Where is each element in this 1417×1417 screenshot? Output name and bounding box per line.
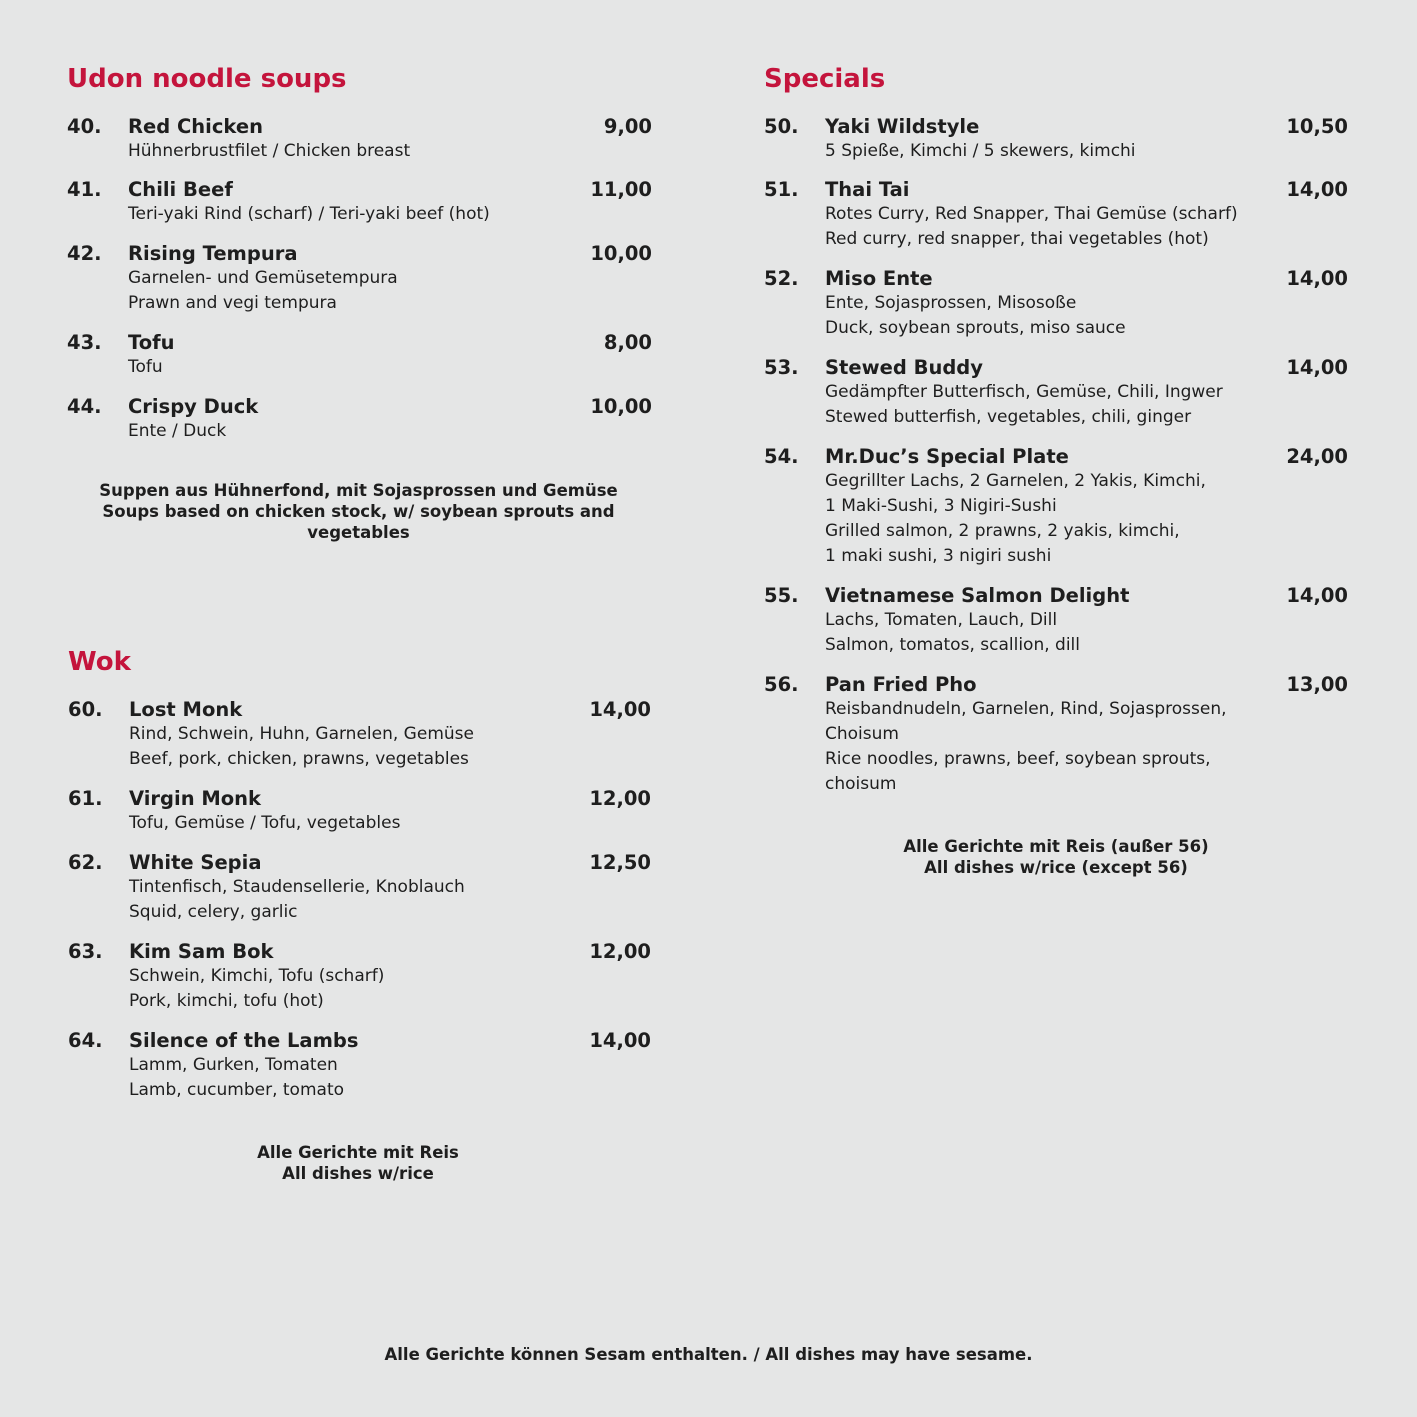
item-price: 11,00: [590, 178, 652, 201]
item-number: 64.: [68, 1029, 103, 1052]
wok-section: [68, 647, 653, 1183]
item-number: 51.: [764, 178, 799, 201]
item-number: 56.: [764, 673, 799, 696]
item-desc: Hühnerbrustfilet / Chicken breast: [128, 141, 411, 161]
note-line: Alle Gerichte mit Reis: [257, 1143, 459, 1162]
item-desc: 1 maki sushi, 3 nigiri sushi: [825, 546, 1052, 566]
item-desc: Red curry, red snapper, thai vegetables (hot): [825, 229, 1209, 249]
item-desc: Grilled salmon, 2 prawns, 2 yakis, kimchi,: [825, 521, 1180, 541]
menu-item: [67, 114, 652, 164]
item-desc: Lamb, cucumber, tomato: [129, 1080, 345, 1100]
item-name: Chili Beef: [128, 178, 233, 201]
item-name: Lost Monk: [129, 698, 243, 721]
item-number: 55.: [764, 584, 799, 607]
item-desc: Rotes Curry, Red Snapper, Thai Gemüse (scharf): [825, 204, 1238, 224]
item-number: 61.: [68, 787, 103, 810]
item-desc: Stewed butterfish, vegetables, chili, ginger: [825, 407, 1192, 427]
item-name: Virgin Monk: [129, 787, 262, 810]
item-number: 53.: [764, 356, 799, 379]
item-number: 62.: [68, 851, 103, 874]
menu-item: [764, 583, 1348, 658]
item-number: 54.: [764, 445, 799, 468]
item-price: 10,00: [590, 395, 652, 418]
menu-item: [764, 444, 1348, 569]
item-desc: Rice noodles, prawns, beef, soybean sprouts,: [825, 749, 1211, 769]
note-line: Alle Gerichte mit Reis (außer 56): [903, 837, 1209, 856]
item-desc: Salmon, tomatos, scallion, dill: [825, 635, 1080, 655]
menu-item: [68, 786, 651, 836]
wok-title: Wok: [68, 647, 131, 677]
item-desc: Tofu: [128, 357, 163, 377]
item-name: Mr.Duc’s Special Plate: [825, 445, 1069, 468]
note-line: Soups based on chicken stock, w/ soybean sprouts and: [102, 502, 615, 521]
item-price: 24,00: [1286, 445, 1348, 468]
item-desc: Gedämpfter Butterfisch, Gemüse, Chili, Ingwer: [825, 382, 1223, 402]
item-desc: Lachs, Tomaten, Lauch, Dill: [825, 610, 1058, 630]
note-line: Suppen aus Hühnerfond, mit Sojasprossen und Gemüse: [99, 481, 618, 500]
note-line: All dishes w/rice: [282, 1164, 434, 1183]
item-desc: Squid, celery, garlic: [129, 902, 298, 922]
item-price: 14,00: [1286, 584, 1348, 607]
item-desc: Beef, pork, chicken, prawns, vegetables: [129, 749, 469, 769]
item-number: 50.: [764, 115, 799, 138]
specials-title: Specials: [764, 64, 886, 94]
note-line: All dishes w/rice (except 56): [924, 858, 1188, 877]
menu-item: [67, 394, 652, 444]
menu-item: [68, 939, 651, 1014]
item-price: 9,00: [603, 115, 652, 138]
menu-item: [68, 1028, 651, 1103]
item-price: 10,50: [1286, 115, 1348, 138]
specials-section: [764, 64, 1348, 877]
item-desc: Reisbandnudeln, Garnelen, Rind, Sojasprossen,: [825, 699, 1227, 719]
item-number: 43.: [67, 331, 102, 354]
item-desc: Garnelen- und Gemüsetempura: [128, 268, 398, 288]
wok-note: [68, 1142, 648, 1184]
udon-section: [67, 64, 652, 542]
menu-item: [67, 241, 652, 316]
item-name: Crispy Duck: [128, 395, 259, 418]
item-name: Kim Sam Bok: [129, 940, 274, 963]
udon-note: [67, 480, 650, 543]
item-price: 14,00: [1286, 178, 1348, 201]
menu-item: [764, 177, 1348, 252]
item-name: Red Chicken: [128, 115, 263, 138]
menu-item: [764, 355, 1348, 430]
item-desc: Prawn and vegi tempura: [128, 293, 337, 313]
item-number: 63.: [68, 940, 103, 963]
item-desc: 5 Spieße, Kimchi / 5 skewers, kimchi: [825, 141, 1136, 161]
item-desc: 1 Maki-Sushi, 3 Nigiri-Sushi: [825, 496, 1057, 516]
item-desc: Rind, Schwein, Huhn, Garnelen, Gemüse: [129, 724, 474, 744]
item-name: Tofu: [128, 331, 175, 354]
item-name: Yaki Wildstyle: [825, 115, 980, 138]
item-desc: Pork, kimchi, tofu (hot): [129, 991, 324, 1011]
specials-note: [764, 836, 1348, 878]
item-name: Pan Fried Pho: [825, 673, 977, 696]
item-number: 52.: [764, 267, 799, 290]
item-desc: Choisum: [825, 724, 899, 744]
item-price: 14,00: [589, 1029, 651, 1052]
item-number: 41.: [67, 178, 102, 201]
item-name: Rising Tempura: [128, 242, 298, 265]
item-desc: choisum: [825, 774, 897, 794]
item-number: 60.: [68, 698, 103, 721]
item-name: Miso Ente: [825, 267, 933, 290]
item-name: Silence of the Lambs: [129, 1029, 359, 1052]
menu-item: [67, 177, 652, 227]
item-desc: Teri-yaki Rind (scharf) / Teri-yaki beef (hot): [128, 204, 490, 224]
item-number: 42.: [67, 242, 102, 265]
item-desc: Lamm, Gurken, Tomaten: [129, 1055, 338, 1075]
item-desc: Ente, Sojasprossen, Misosoße: [825, 293, 1077, 313]
menu-item: [68, 697, 651, 772]
menu-item: [764, 672, 1348, 797]
item-desc: Ente / Duck: [128, 421, 227, 441]
note-line: vegetables: [307, 523, 410, 542]
sesame-footer: Alle Gerichte können Sesam enthalten. / All dishes may have sesame.: [384, 1345, 1033, 1364]
menu-item: [764, 266, 1348, 341]
item-price: 14,00: [1286, 267, 1348, 290]
item-desc: Schwein, Kimchi, Tofu (scharf): [129, 966, 385, 986]
menu-item: [67, 330, 652, 380]
item-price: 12,50: [589, 851, 651, 874]
udon-title: Udon noodle soups: [67, 64, 347, 94]
item-price: 12,00: [589, 940, 651, 963]
item-price: 10,00: [590, 242, 652, 265]
item-number: 44.: [67, 395, 102, 418]
item-price: 8,00: [603, 331, 652, 354]
item-desc: Tintenfisch, Staudensellerie, Knoblauch: [129, 877, 465, 897]
menu-item: [764, 114, 1348, 164]
item-name: Thai Tai: [825, 178, 910, 201]
item-desc: Duck, soybean sprouts, miso sauce: [825, 318, 1126, 338]
item-price: 14,00: [1286, 356, 1348, 379]
item-name: White Sepia: [129, 851, 262, 874]
item-price: 12,00: [589, 787, 651, 810]
item-name: Stewed Buddy: [825, 356, 983, 379]
menu-item: [68, 850, 651, 925]
item-price: 14,00: [589, 698, 651, 721]
item-number: 40.: [67, 115, 102, 138]
item-desc: Tofu, Gemüse / Tofu, vegetables: [129, 813, 401, 833]
item-name: Vietnamese Salmon Delight: [825, 584, 1130, 607]
item-price: 13,00: [1286, 673, 1348, 696]
item-desc: Gegrillter Lachs, 2 Garnelen, 2 Yakis, Kimchi,: [825, 471, 1206, 491]
